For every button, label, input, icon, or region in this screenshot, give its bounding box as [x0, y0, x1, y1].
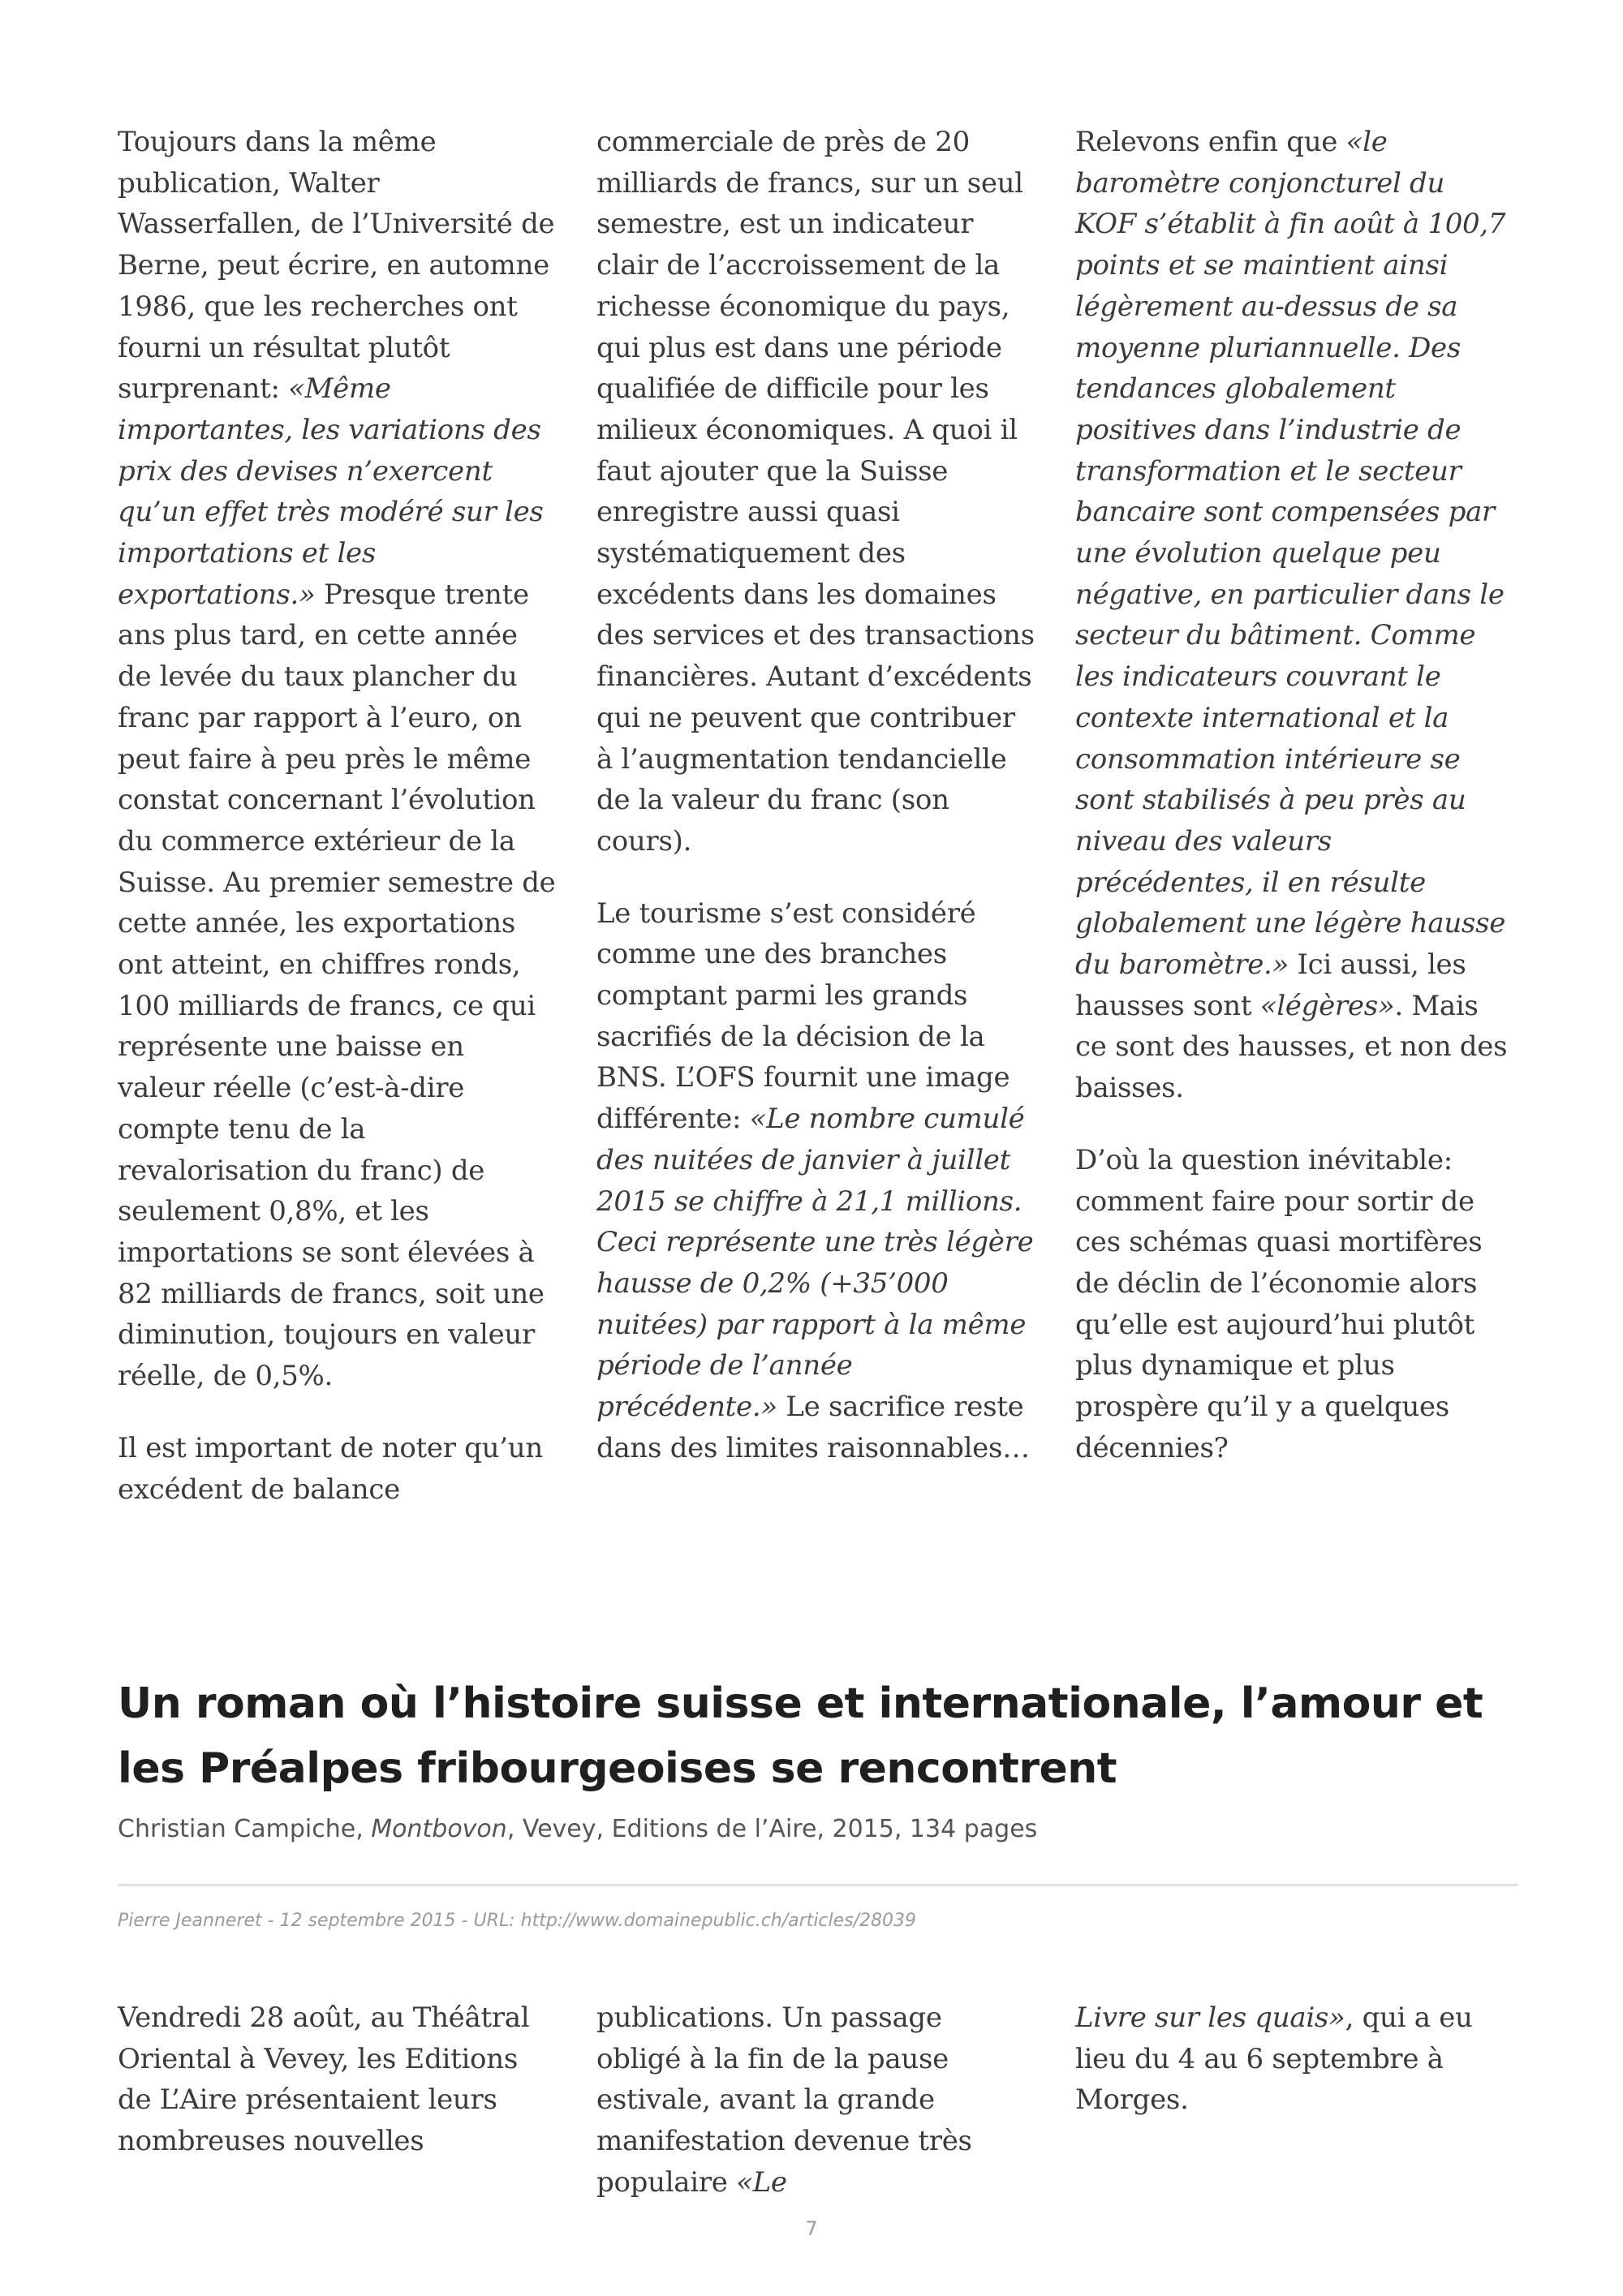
paragraph: Vendredi 28 août, au Théâtral Oriental à Vevey, les Editions de L’Aire présentaient leurs nombreuses nouvelles [118, 2001, 530, 2158]
paragraph [1075, 122, 1513, 1109]
quotation: «Même importantes, les variations des prix des devises n’exercent qu’un effet très modéré sur les importations et les exportations.» [118, 372, 544, 611]
text: Le tourisme s’est considéré comme une des branches comptant parmi les grands sacrifiés de la décision de la BNS. L’OFS fournit une image différente: [596, 896, 1010, 1136]
article-meta: Pierre Jeanneret - 12 septembre 2015 - URL: http://www.domainepublic.ch/articles/28039 [118, 1911, 917, 1931]
page-number: 7 [805, 2217, 818, 2240]
article2-column-1 [118, 1997, 556, 2162]
text: publications. Un passage obligé à la fin de la pause estivale, avant la grande manifestation devenue très populaire [596, 2001, 972, 2199]
text: . Mais ce sont des hausses, et non des baisses. [1075, 989, 1508, 1105]
paragraph: Il est important de noter qu’un excédent de balance [118, 1431, 543, 1506]
quotation: Livre sur les quais» [1075, 2001, 1345, 2034]
text: Presque trente ans plus tard, en cette année de levée du taux plancher du franc par rapport à l’euro, on peut faire à peu près le même constat concernant l’évolution du commerce extérieur de la Suisse. Au premier semestre de cette année, les exportations ont atteint, en chiffres ronds, 100 milliards de francs, ce qui représente une baisse en valeur réelle (c’est-à-dire compte tenu de la revalorisation du franc) de seulement 0,8%, et les importations se sont élevées à 82 milliards de francs, soit une diminution, toujours en valeur réelle, de 0,5%. [118, 578, 556, 1393]
text: Le sacrifice reste dans des limites raisonnables… [596, 1391, 1030, 1464]
paragraph [1075, 1997, 1513, 2121]
author: Christian Campiche, [118, 1815, 372, 1843]
text: Toujours dans la même publication, Walter Wasserfallen, de l’Université de Berne, peut écrire, en automne 1986, que les recherches ont fourni un résultat plutôt surprenant: [118, 126, 555, 406]
divider [118, 1884, 1518, 1886]
book-title: Montbovon [371, 1815, 507, 1843]
publication-details: , Vevey, Editions de l’Aire, 2015, 134 pages [506, 1815, 1038, 1843]
paragraph: commerciale de près de 20 milliards de francs, sur un seul semestre, est un indicateur clair de l’accroissement de la richesse économique du pays, qui plus est dans une période qualifiée de difficile pour les milieux économiques. A quoi il faut ajouter que la Suisse enregistre aussi quasi systématiquement des excédents dans les domaines des services et des transactions financières. Autant d’excédents qui ne peuvent que contribuer à l’augmentation tendancielle de la valeur du franc (son cours). [596, 126, 1035, 858]
paragraph [118, 122, 556, 1397]
paragraph [596, 893, 1035, 1469]
article2-column-2 [596, 1997, 1035, 2204]
text: Relevons enfin que [1075, 126, 1346, 158]
quotation: «Le [736, 2165, 787, 2199]
article-column-3 [1075, 122, 1513, 1469]
text: , qui a eu lieu du 4 au 6 septembre à Morges. [1075, 2001, 1473, 2117]
article-title: Un roman où l’histoire suisse et internationale, l’amour et les Préalpes fribourgeoises se rencontrent [118, 1679, 1483, 1793]
paragraph: D’où la question inévitable: comment faire pour sortir de ces schémas quasi mortifères de déclin de l’économie alors qu’elle est aujourd’hui plutôt plus dynamique et plus prospère qu’il y a quelques décennies? [1075, 1143, 1483, 1464]
quotation: «légères» [1259, 989, 1395, 1022]
article-column-1 [118, 122, 556, 1510]
quotation: «Le nombre cumulé des nuitées de janvier à juillet 2015 se chiffre à 21,1 millions. Ceci représente une très légère hausse de 0,2% (+35’000 nuitées) par rapport à la même période de l’année précédente.» [596, 1103, 1034, 1424]
article-column-2 [596, 122, 1035, 1469]
article2-column-3 [1075, 1997, 1513, 2121]
quotation: «le baromètre conjoncturel du KOF s’établit à fin août à 100,7 points et se maintient ainsi légèrement au-dessus de sa moyenne pluriannuelle. Des tendances globalement positives dans l’industrie de transformation et le secteur bancaire sont compensées par une évolution quelque peu négative, en particulier dans le secteur du bâtiment. Comme les indicateurs couvrant le contexte international et la consommation intérieure se sont stabilisés à peu près au niveau des valeurs précédentes, il en résulte globalement une légère hausse du baromètre.» [1075, 126, 1506, 982]
book-reference [118, 1815, 1037, 1843]
text: Ici aussi, les hausses sont [1075, 948, 1466, 1022]
paragraph [596, 1997, 1035, 2204]
